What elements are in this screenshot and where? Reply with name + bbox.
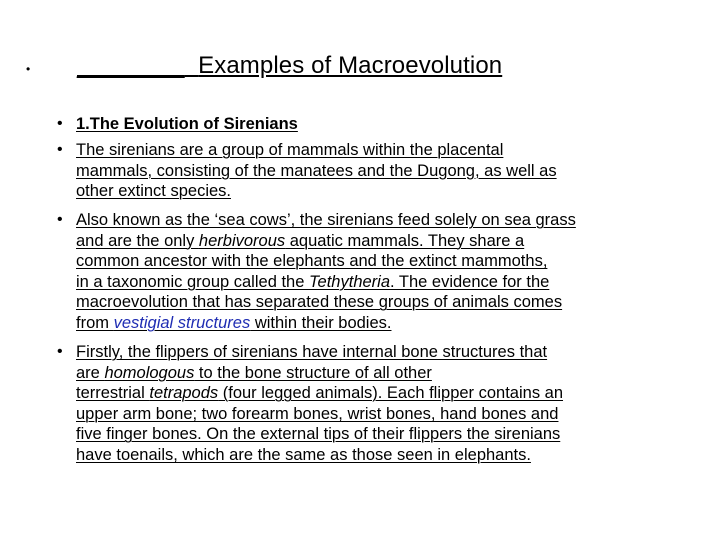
bullet-4-line-6: have toenails, which are the same as those seen in elephants. bbox=[76, 445, 531, 464]
slide-title bbox=[77, 50, 502, 82]
bullet-2-marker: • bbox=[57, 141, 63, 158]
bullet-3-marker: • bbox=[57, 211, 63, 228]
bullet-4-line-4: upper arm bone; two forearm bones, wrist bones, hand bones and bbox=[76, 404, 559, 423]
title-blank: ________ bbox=[77, 52, 185, 79]
bullet-2-line-1: The sirenians are a group of mammals within the placental bbox=[76, 141, 504, 159]
bullet-3-line-2: and are the only herbivorous aquatic mammals. They share a bbox=[76, 231, 525, 250]
bullet-1-marker: • bbox=[57, 115, 63, 132]
emphasis-tethytheria: Tethytheria bbox=[308, 272, 391, 291]
bullet-3 bbox=[76, 210, 698, 334]
bullet-3-line-4: in a taxonomic group called the Tethytheria. The evidence for the bbox=[76, 272, 550, 291]
bullet-3-line-1: Also known as the ‘sea cows’, the sirenians feed solely on sea grass bbox=[76, 211, 576, 229]
bullet-4-line-3: terrestrial tetrapods (four legged animals). Each flipper contains an bbox=[76, 384, 564, 403]
emphasis-tetrapods: tetrapods bbox=[149, 384, 219, 403]
emphasis-homologous: homologous bbox=[104, 363, 195, 382]
bullet-4-line-5: five finger bones. On the external tips of their flippers the sirenians bbox=[76, 425, 561, 444]
title-text: Examples of Macroevolution bbox=[198, 52, 503, 79]
bullet-2 bbox=[76, 140, 698, 202]
title-bullet: • bbox=[26, 62, 31, 76]
bullet-4-marker: • bbox=[57, 343, 63, 360]
bullet-4-line-1: Firstly, the flippers of sirenians have internal bone structures that bbox=[76, 343, 548, 361]
bullet-1 bbox=[76, 114, 698, 135]
bullet-2-line-3: other extinct species. bbox=[76, 182, 231, 201]
emphasis-herbivorous: herbivorous bbox=[198, 231, 286, 250]
bullet-4-line-2: are homologous to the bone structure of all other bbox=[76, 363, 432, 382]
bullet-4 bbox=[76, 342, 698, 466]
bullet-2-line-2: mammals, consisting of the manatees and the Dugong, as well as bbox=[76, 161, 557, 180]
bullet-3-line-5: macroevolution that has separated these groups of animals comes bbox=[76, 293, 563, 312]
bullet-3-line-3: common ancestor with the elephants and the extinct mammoths, bbox=[76, 252, 548, 271]
bullet-3-line-6: from vestigial structures within their bodies. bbox=[76, 313, 392, 332]
bullet-1-line-1: 1.The Evolution of Sirenians bbox=[76, 115, 298, 133]
emphasis-vestigial-structures: vestigial structures bbox=[113, 313, 251, 332]
